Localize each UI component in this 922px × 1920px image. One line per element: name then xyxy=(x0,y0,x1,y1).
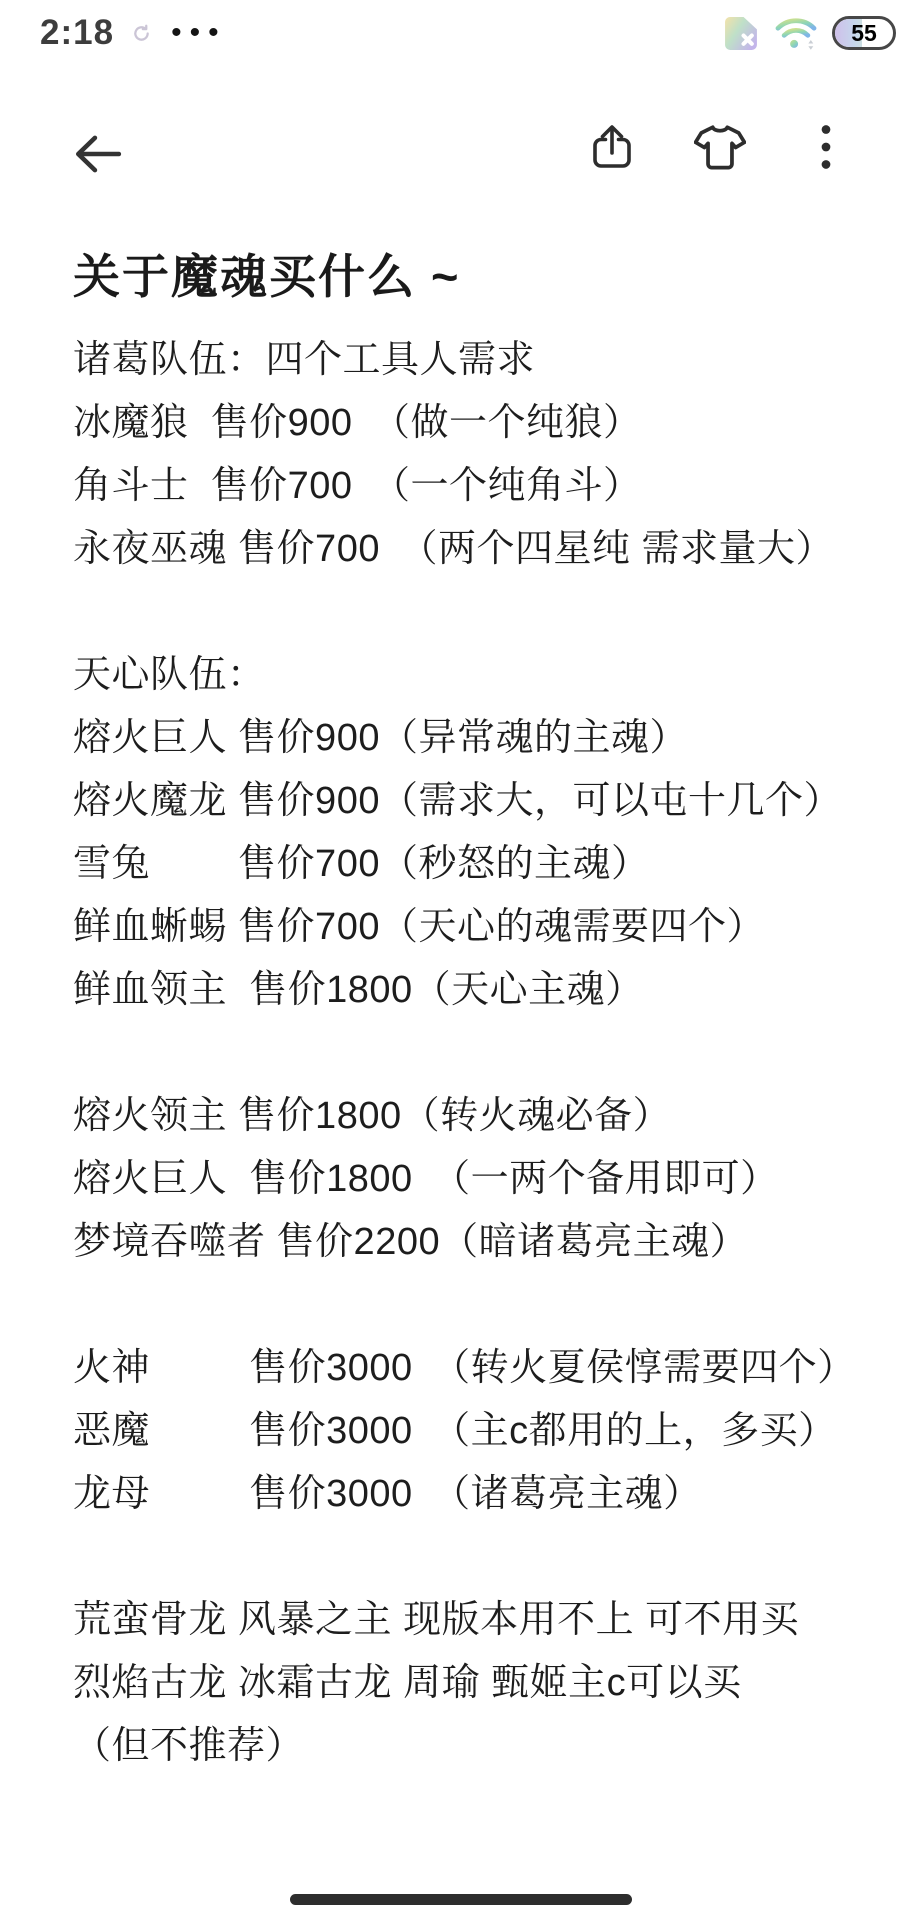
note-line: 永夜巫魂 售价700 （两个四星纯 需求量大） xyxy=(73,528,835,570)
status-time: 2:18 xyxy=(40,13,115,52)
note-line: 荒蛮骨龙 风暴之主 现版本用不上 可不用买 xyxy=(73,1599,800,1641)
note-line: 烈焰古龙 冰霜古龙 周瑜 甄姬主c可以买 xyxy=(73,1662,742,1704)
sim-card-icon xyxy=(723,16,760,51)
note-line: 鲜血领主 售价1800（天心主魂） xyxy=(73,969,644,1011)
note-blank-line xyxy=(73,581,894,644)
note-line: 熔火领主 售价1800（转火魂必备） xyxy=(73,1095,672,1137)
note-line: 龙母 售价3000 （诸葛亮主魂） xyxy=(73,1473,702,1515)
notification-dots-icon: ••• xyxy=(171,16,227,49)
note-blank-line xyxy=(73,1022,894,1085)
note-line: 天心队伍： xyxy=(73,654,266,696)
wifi-icon xyxy=(774,14,818,52)
note-line: 火神 售价3000 （转火夏侯惇需要四个） xyxy=(73,1347,856,1389)
note-line: （但不推荐） xyxy=(73,1725,305,1767)
note-line: 冰魔狼 售价900 （做一个纯狼） xyxy=(73,402,642,444)
note-line: 鲜血蜥蜴 售价700（天心的魂需要四个） xyxy=(73,906,765,948)
status-left xyxy=(40,13,227,53)
note-line: 诸葛队伍：四个工具人需求 xyxy=(73,339,536,381)
status-bar xyxy=(0,10,922,56)
battery-indicator xyxy=(832,16,896,50)
share-button[interactable] xyxy=(590,122,634,172)
home-indicator[interactable] xyxy=(290,1894,632,1905)
note-line: 熔火巨人 售价1800 （一两个备用即可） xyxy=(73,1158,779,1200)
note-title: 关于魔魂买什么 ~ xyxy=(73,250,461,303)
nav-actions xyxy=(590,122,834,172)
note-line: 恶魔 售价3000 （主c都用的上，多买） xyxy=(73,1410,837,1452)
note-line: 角斗士 售价700 （一个纯角斗） xyxy=(73,465,642,507)
tshirt-theme-icon xyxy=(694,123,746,171)
note-blank-line xyxy=(73,1274,894,1337)
note-line: 梦境吞噬者 售价2200（暗诸葛亮主魂） xyxy=(73,1221,749,1263)
note-body xyxy=(73,329,894,1778)
note-blank-line xyxy=(73,1526,894,1589)
note-line: 雪兔 售价700（秒怒的主魂） xyxy=(73,843,650,885)
battery-level: 55 xyxy=(851,19,877,46)
status-right xyxy=(723,14,896,52)
note-line: 熔火魔龙 售价900（需求大，可以屯十几个） xyxy=(73,780,842,822)
kebab-menu-icon xyxy=(818,123,834,171)
share-icon xyxy=(590,122,634,172)
back-arrow-icon xyxy=(71,131,123,177)
note-line: 熔火巨人 售价900（异常魂的主魂） xyxy=(73,717,688,759)
back-button[interactable] xyxy=(70,128,124,180)
more-options-button[interactable] xyxy=(818,123,834,171)
sync-icon xyxy=(132,24,151,43)
theme-button[interactable] xyxy=(694,123,746,171)
